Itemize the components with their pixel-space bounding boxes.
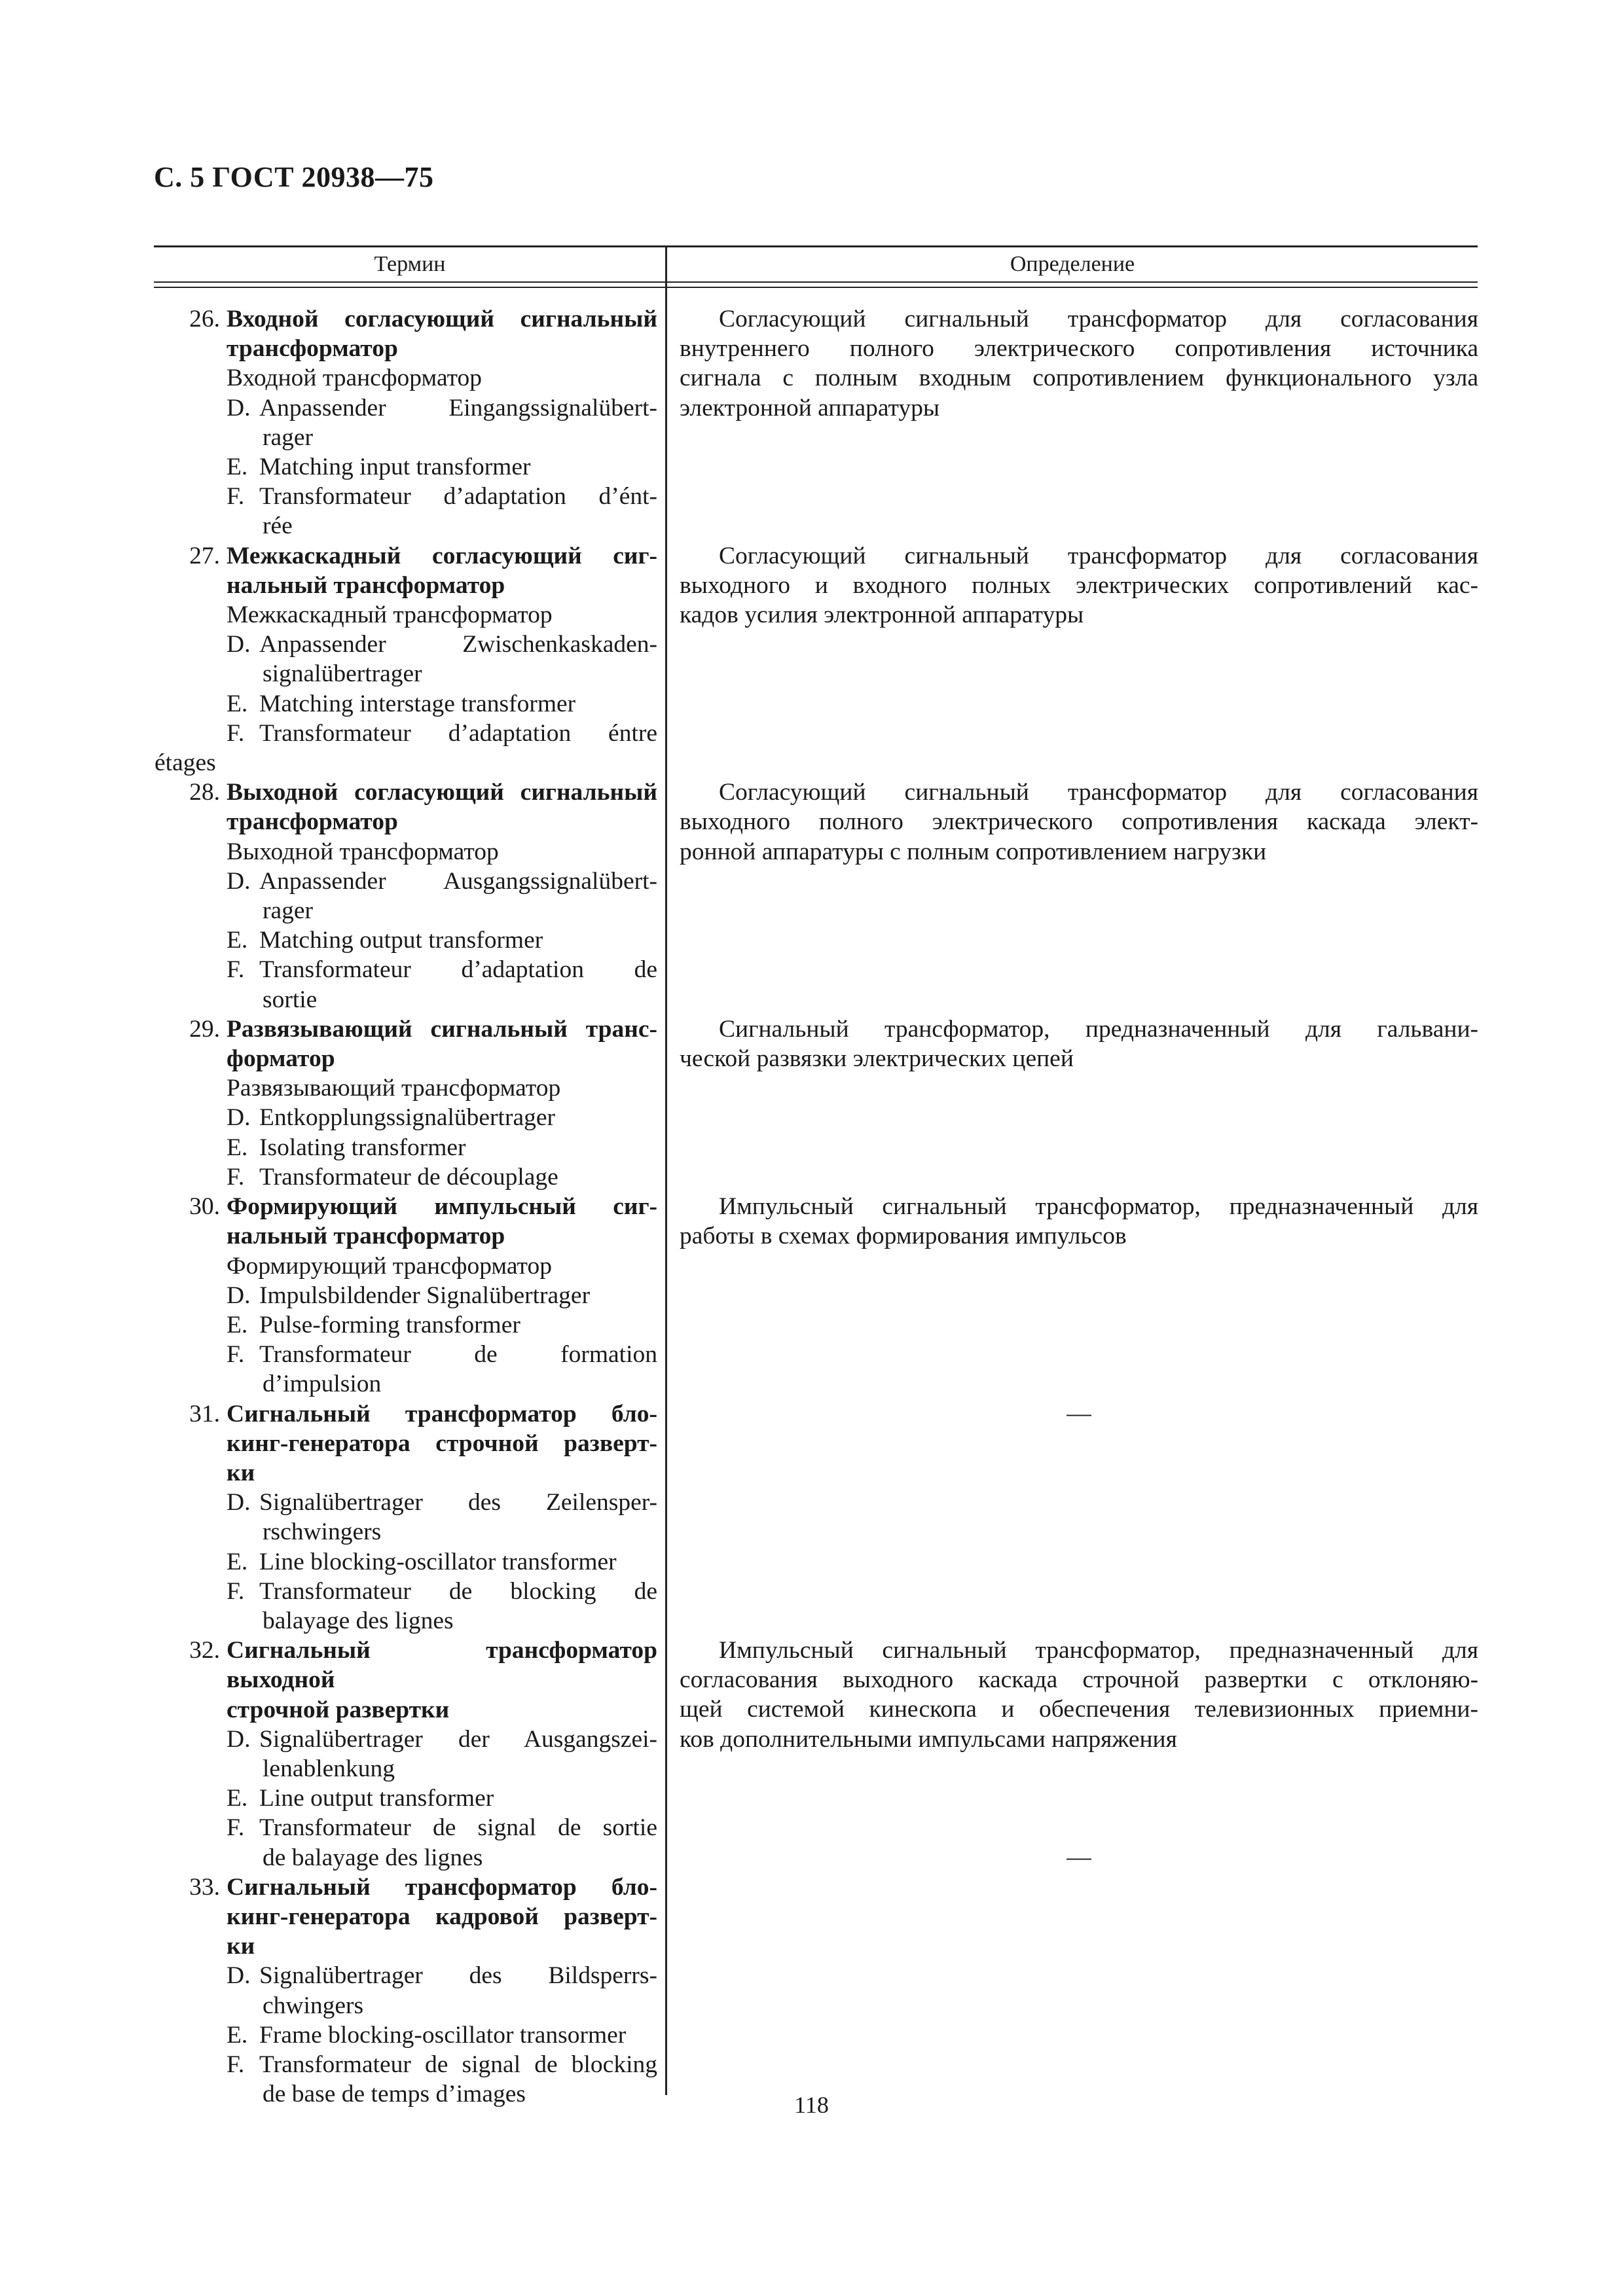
table-top-rule [154,245,1478,247]
term-foreign-equivalent [155,1813,657,1842]
language-code: F. [227,1341,245,1369]
term-title: Межкаскадный согласующий сиг- [227,542,657,569]
term-number: 32. [189,1637,220,1664]
language-code: D. [227,394,251,422]
foreign-term: Matching interstage transformer [259,690,576,717]
language-code: E. [227,690,248,717]
foreign-term: Isolating transformer [259,1134,466,1161]
term-title-line [155,1873,657,1902]
definition-line: работы в схемах формирования импульсов [680,1223,1127,1250]
language-code: D. [227,1489,251,1516]
term-title: Сигнальный трансформатор бло- [227,1873,657,1901]
term-foreign-equivalent [155,1961,657,1990]
term-foreign-equivalent [155,482,657,511]
definition-line: выходного и входного полных электрических сопротивлений кас- [680,571,1478,599]
term-foreign-equivalent [155,1133,657,1162]
definition-line: Согласующий сигнальный трансформатор для согласования [719,306,1478,332]
definition-line: щей системой кинескопа и обеспечения телевизионных приемни- [680,1696,1478,1723]
term-title: Входной согласующий сигнальный [227,306,657,332]
definition-dash: — [1067,1400,1091,1427]
definition-text [680,304,1478,423]
foreign-term: Transformateur de blocking de [259,1577,657,1605]
term-foreign-equivalent [155,1547,657,1577]
term-title-cont: нальный трансформатор [227,1223,505,1250]
term-title-cont: ки [227,1459,255,1486]
definition-line: ронной аппаратуры с полным сопротивлением нагрузки [680,838,1267,865]
foreign-term-cont: sortie [263,986,318,1013]
foreign-term-tail: étages [155,749,216,777]
foreign-term: Transformateur de formation [259,1341,657,1369]
foreign-term-cont: de base de temps d’images [263,2081,526,2108]
table-header-rule-1 [154,281,1478,283]
foreign-term: Matching output transformer [259,927,543,954]
language-code: D. [227,1962,251,1990]
definition-line: выходного полного электрического сопротивления каскада элект- [680,808,1478,836]
term-foreign-equivalent [155,1784,657,1813]
language-code: F. [227,483,245,511]
page-header: С. 5 ГОСТ 20938—75 [154,161,434,193]
definition-line: сигнала с полным входным сопротивлением функционального узла [680,365,1478,392]
language-code: F. [227,1814,245,1842]
term-number: 28. [189,779,220,806]
term-foreign-equivalent [155,1577,657,1606]
definition-line: Сигнальный трансформатор, предназначенный для гальвани- [719,1015,1478,1043]
page-number: 118 [794,2092,829,2118]
foreign-term-cont: rager [263,423,314,451]
definition-line: Согласующий сигнальный трансформатор для согласования [719,542,1478,569]
foreign-term: Transformateur de découplage [259,1163,558,1191]
term-number: 26. [189,306,220,332]
definition-line: Импульсный сигнальный трансформатор, предназначенный для [719,1637,1478,1664]
foreign-term: Frame blocking-oscillator transormer [259,2021,627,2049]
term-foreign-equivalent [155,452,657,482]
term-title-cont: трансформатор [227,335,398,363]
foreign-term: Transformateur de signal de sortie [259,1814,657,1842]
term-foreign-equivalent [155,925,657,955]
foreign-term: Anpassender Ausgangssignalübert- [259,867,657,895]
language-code: D. [227,1725,251,1753]
language-code: E. [227,1548,248,1575]
language-code: E. [227,1785,248,1812]
foreign-term: Transformateur de signal de blocking [259,2051,657,2078]
foreign-term-cont: signalübertrager [263,660,422,688]
column-header-definition: Определение [1010,252,1135,276]
term-title-line [155,1014,657,1044]
term-short-form: Развязывающий трансформатор [227,1075,561,1102]
foreign-term: Matching input transformer [259,454,531,481]
foreign-term-cont: rager [263,897,314,925]
term-number: 29. [189,1015,220,1043]
foreign-term: Signalübertrager des Bildsperrs- [259,1962,657,1990]
table-header-rule-2 [154,287,1478,288]
term-foreign-equivalent [155,1162,657,1192]
foreign-term: Pulse-forming transformer [259,1311,520,1338]
foreign-term-cont: chwingers [263,1992,364,2019]
language-code: E. [227,2021,248,2049]
foreign-term: Anpassender Zwischenkaskaden- [259,631,657,658]
foreign-term: Line output transformer [259,1785,494,1812]
term-short-form: Входной трансформатор [227,365,483,392]
term-title-line [155,541,657,571]
term-title: Выходной согласующий сигнальный [227,779,657,806]
definition-line: ков дополнительными импульсами напряжения [680,1725,1177,1753]
terms-column [155,304,657,2109]
foreign-term-cont: de balayage des lignes [263,1844,483,1871]
foreign-term: Transformateur d’adaptation de [259,956,657,984]
language-code: D. [227,867,251,895]
term-number: 30. [189,1193,220,1221]
term-title: Развязывающий сигнальный транс- [227,1015,657,1043]
language-code: E. [227,1311,248,1338]
foreign-term: Signalübertrager des Zeilensper- [259,1489,657,1516]
term-foreign-equivalent [155,1340,657,1369]
term-foreign-equivalent [155,955,657,984]
foreign-term: Anpassender Eingangssignalübert- [259,394,657,422]
definition-text [680,778,1478,867]
term-foreign-equivalent [155,689,657,719]
term-title-line [155,304,657,334]
term-short-form: Межкаскадный трансформатор [227,601,553,629]
term-title-line [155,778,657,807]
term-number: 31. [189,1400,220,1427]
term-title-cont: трансформатор [227,808,398,836]
term-foreign-equivalent [155,1310,657,1340]
definition-line: согласования выходного каскада строчной развертки с отклоняю- [680,1666,1478,1694]
language-code: E. [227,1134,248,1161]
term-title-cont: ки [227,1933,255,1960]
definition-text [680,1192,1478,1251]
foreign-term: Entkopplungssignalübertrager [259,1104,555,1132]
term-title-cont: форматор [227,1045,335,1073]
language-code: F. [227,956,245,984]
term-title-line [155,1399,657,1429]
term-title-line [155,1636,657,1695]
foreign-term-cont: rschwingers [263,1518,382,1546]
foreign-term-cont: lenablenkung [263,1755,395,1782]
language-code: E. [227,927,248,954]
term-title-line [155,1192,657,1221]
term-foreign-equivalent [155,1488,657,1517]
definition-text [680,541,1478,630]
language-code: E. [227,454,248,481]
term-foreign-equivalent [155,630,657,659]
definition-text [680,1014,1478,1073]
language-code: F. [227,719,245,747]
term-short-form: Формирующий трансформатор [227,1252,552,1280]
term-title: Формирующий импульсный сиг- [227,1193,657,1221]
language-code: F. [227,1163,245,1191]
term-foreign-equivalent [155,1725,657,1754]
definition-line: Импульсный сигнальный трансформатор, предназначенный для [719,1193,1478,1220]
foreign-term: Transformateur d’adaptation éntre [259,719,657,747]
term-title: Сигнальный трансформатор выходной [227,1637,657,1694]
term-foreign-equivalent [155,1281,657,1310]
definition-line: электронной аппаратуры [680,394,940,422]
term-title-cont: кинг-генератора строчной разверт- [227,1429,657,1457]
term-number: 27. [189,542,220,569]
term-short-form: Выходной трансформатор [227,838,499,865]
foreign-term: Line blocking-oscillator transformer [259,1548,617,1575]
definition-line: ческой развязки электрических цепей [680,1045,1074,1072]
language-code: D. [227,631,251,658]
definition-text [680,1636,1478,1754]
term-title: Сигнальный трансформатор бло- [227,1400,657,1427]
foreign-term: Transformateur d’adaptation d’ént- [259,483,657,511]
foreign-term-cont: d’impulsion [263,1371,382,1398]
language-code: D. [227,1282,251,1309]
foreign-term-cont: balayage des lignes [263,1607,454,1634]
language-code: F. [227,1577,245,1605]
term-title-cont: нальный трансформатор [227,571,505,599]
term-foreign-equivalent [155,2050,657,2079]
term-foreign-equivalent [155,2020,657,2050]
column-divider [665,245,667,2095]
foreign-term: Impulsbildender Signalübertrager [259,1282,591,1309]
term-number: 33. [189,1873,220,1901]
definition-line: кадов усилия электронной аппаратуры [680,601,1084,628]
term-foreign-equivalent [155,1103,657,1132]
foreign-term-cont: rée [263,512,293,540]
foreign-term: Signalübertrager der Ausgangszei- [259,1725,657,1753]
column-header-term: Термин [374,252,446,276]
term-foreign-equivalent [155,393,657,423]
term-title-cont: строчной развертки [227,1696,450,1723]
term-title-cont: кинг-генератора кадровой разверт- [227,1903,657,1930]
definition-line: внутреннего полного электрического сопротивления источника [680,335,1478,363]
term-foreign-equivalent [155,719,657,748]
definition-dash: — [1067,1844,1091,1871]
language-code: D. [227,1104,251,1132]
language-code: F. [227,2051,245,2078]
definition-line: Согласующий сигнальный трансформатор для согласования [719,779,1478,806]
term-foreign-equivalent [155,867,657,896]
